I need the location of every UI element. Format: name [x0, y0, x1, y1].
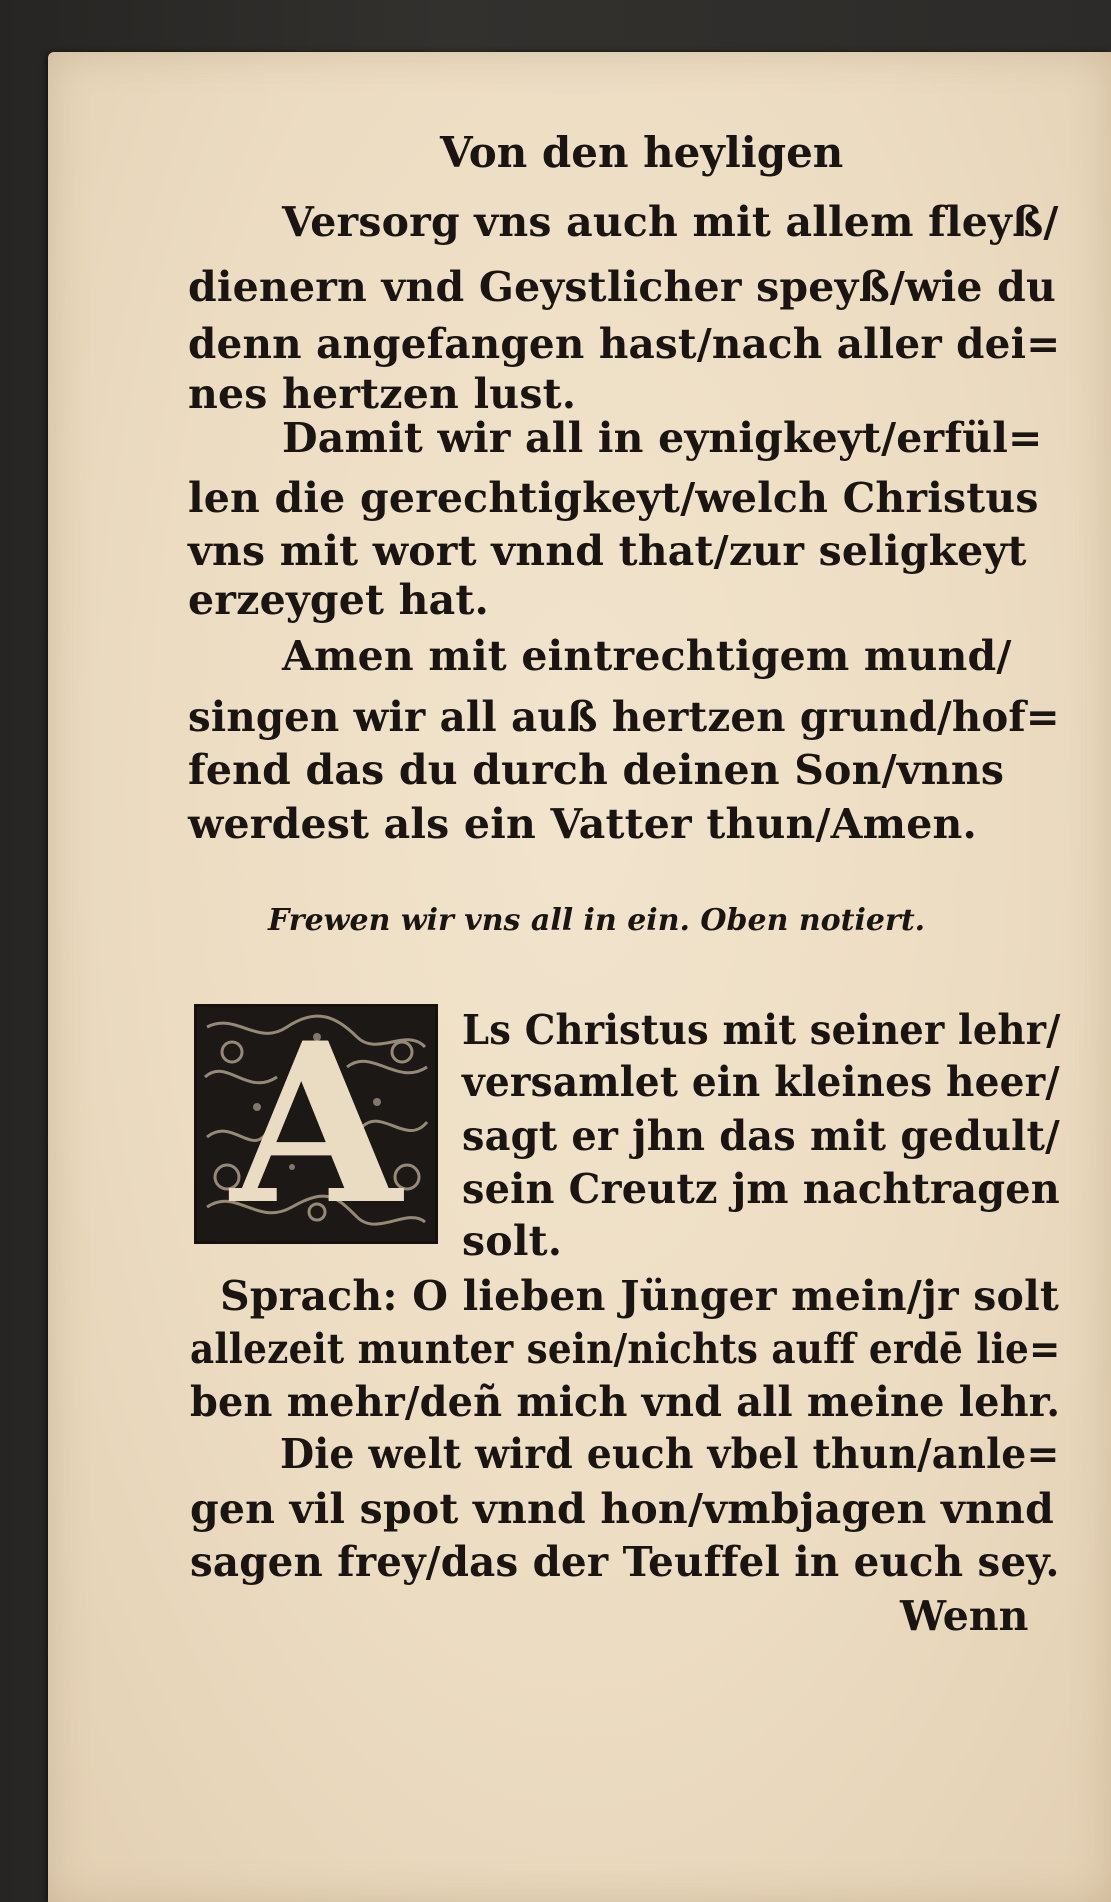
verse-1-line-3: denn angefangen hast/nach aller dei=: [188, 320, 1061, 368]
verse-3-line-1: Amen mit eintrechtigem mund/: [282, 632, 1012, 680]
verse-2-line-2: len die gerechtigkeyt/welch Christus: [188, 474, 1039, 522]
verse-5-line-1: Sprach: O lieben Jünger mein/jr solt: [220, 1272, 1060, 1320]
initial-line-4: sein Creutz jm nachtragen: [462, 1165, 1060, 1213]
verse-2-line-3: vns mit wort vnnd that/zur seligkeyt: [188, 527, 1027, 575]
verse-2-line-1: Damit wir all in eynigkeyt/erfül=: [282, 414, 1043, 462]
verse-6-line-3: sagen frey/das der Teuffel in euch sey.: [190, 1538, 1060, 1586]
verse-3-line-4: werdest als ein Vatter thun/Amen.: [188, 800, 978, 848]
verse-6-line-1: Die welt wird euch vbel thun/anle=: [280, 1430, 1060, 1478]
verse-5-line-2: allezeit munter sein/nichts auff erdē lie=: [190, 1325, 1061, 1373]
running-head: Von den heyligen: [440, 128, 844, 177]
verse-3-line-2: singen wir all auß hertzen grund/hof=: [188, 693, 1060, 741]
initial-line-5: solt.: [462, 1217, 563, 1265]
hymn-caption: Frewen wir vns all in ein. Oben notiert.: [268, 903, 926, 938]
verse-1-line-4: nes hertzen lust.: [188, 370, 577, 418]
catchword: Wenn: [900, 1592, 1029, 1640]
initial-letter: A: [230, 1004, 402, 1244]
verse-6-line-2: gen vil spot vnnd hon/vmbjagen vnnd: [190, 1485, 1054, 1533]
decorated-initial: [194, 1004, 438, 1244]
verse-5-line-3: ben mehr/deñ mich vnd all meine lehr.: [190, 1378, 1061, 1426]
initial-line-1: Ls Christus mit seiner lehr/: [462, 1006, 1061, 1054]
initial-line-2: versamlet ein kleines heer/: [462, 1058, 1060, 1106]
verse-2-line-4: erzeyget hat.: [188, 576, 490, 624]
verse-1-line-2: dienern vnd Geystlicher speyß/wie du: [188, 263, 1056, 311]
verse-3-line-3: fend das du durch deinen Son/vnns: [188, 746, 1005, 794]
initial-line-3: sagt er jhn das mit gedult/: [462, 1112, 1060, 1160]
verse-1-line-1: Versorg vns auch mit allem fleyß/: [282, 198, 1059, 246]
